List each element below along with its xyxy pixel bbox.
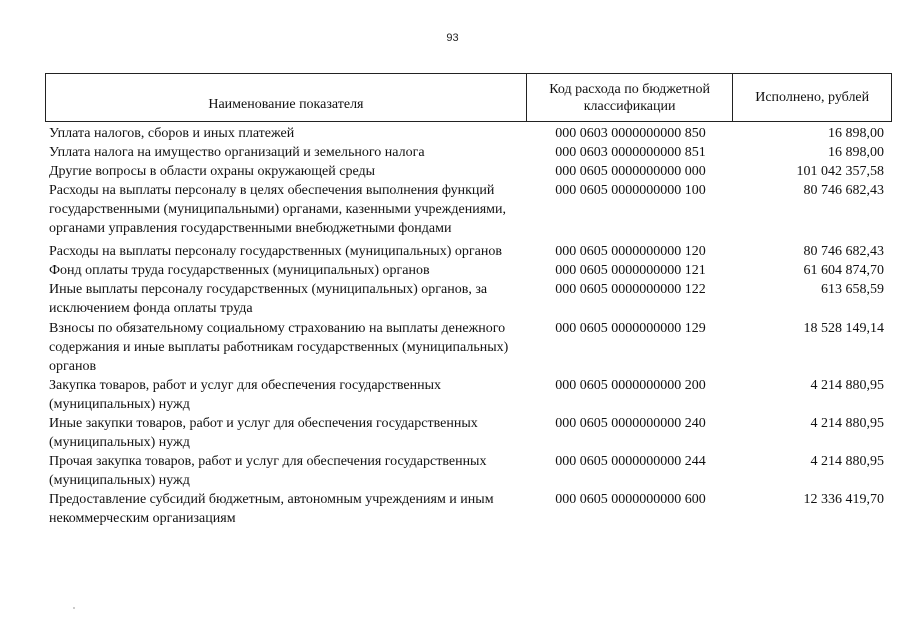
header-name: Наименование показателя xyxy=(46,74,527,121)
header-code: Код расхода по бюджетной классификации xyxy=(527,74,734,121)
row-name: Взносы по обязательному социальному страхованию на выплаты денежного содержания и иные выплаты работникам государственных (муниципальных) органов xyxy=(49,321,509,374)
row-name: Иные закупки товаров, работ и услуг для обеспечения государственных (муниципальных) нужд xyxy=(49,416,478,450)
table-row xyxy=(45,414,892,452)
row-code: 000 0603 0000000000 850 xyxy=(555,126,706,141)
row-code: 000 0605 0000000000 600 xyxy=(555,492,706,507)
row-name: Уплата налога на имущество организаций и земельного налога xyxy=(49,145,425,160)
row-code: 000 0605 0000000000 122 xyxy=(555,282,706,297)
row-code: 000 0603 0000000000 851 xyxy=(555,145,706,160)
table-row xyxy=(45,261,892,280)
table-header xyxy=(45,73,892,122)
scan-speck xyxy=(73,607,75,609)
row-name: Фонд оплаты труда государственных (муниципальных) органов xyxy=(49,263,430,278)
row-amount: 4 214 880,95 xyxy=(810,454,884,469)
row-amount: 16 898,00 xyxy=(828,126,884,141)
row-code: 000 0605 0000000000 121 xyxy=(555,263,706,278)
row-code: 000 0605 0000000000 200 xyxy=(555,378,706,393)
table-row xyxy=(45,124,892,143)
row-amount: 61 604 874,70 xyxy=(803,263,884,278)
table-row xyxy=(45,376,892,414)
table-row xyxy=(45,452,892,490)
row-name: Предоставление субсидий бюджетным, автономным учреждениям и иным некоммерческим организациям xyxy=(49,492,494,526)
row-code: 000 0605 0000000000 244 xyxy=(555,454,706,469)
row-name: Расходы на выплаты персоналу государственных (муниципальных) органов xyxy=(49,244,502,259)
row-amount: 80 746 682,43 xyxy=(803,244,884,259)
row-name: Расходы на выплаты персоналу в целях обеспечения выполнения функций государственными (муниципальными) органами, казенными учреждениями, органами управления государственными внебюджетными фондами xyxy=(49,183,506,236)
row-amount: 613 658,59 xyxy=(821,282,884,297)
row-amount: 18 528 149,14 xyxy=(803,321,884,336)
table-row xyxy=(45,319,892,376)
row-code: 000 0605 0000000000 120 xyxy=(555,244,706,259)
table-row xyxy=(45,181,892,238)
table-body xyxy=(45,122,892,528)
row-code: 000 0605 0000000000 240 xyxy=(555,416,706,431)
row-name: Другие вопросы в области охраны окружающей среды xyxy=(49,164,375,179)
row-amount: 80 746 682,43 xyxy=(803,183,884,198)
row-name: Закупка товаров, работ и услуг для обеспечения государственных (муниципальных) нужд xyxy=(49,378,442,412)
row-name: Уплата налогов, сборов и иных платежей xyxy=(49,126,295,141)
row-amount: 16 898,00 xyxy=(828,145,884,160)
table-row xyxy=(45,280,892,318)
row-amount: 4 214 880,95 xyxy=(810,378,884,393)
row-name: Прочая закупка товаров, работ и услуг для обеспечения государственных (муниципальных) нужд xyxy=(49,454,487,488)
row-code: 000 0605 0000000000 129 xyxy=(555,321,706,336)
row-amount: 12 336 419,70 xyxy=(803,492,884,507)
table-row xyxy=(45,162,892,181)
row-amount: 4 214 880,95 xyxy=(810,416,884,431)
table-row xyxy=(45,242,892,261)
table-row xyxy=(45,143,892,162)
row-name: Иные выплаты персоналу государственных (муниципальных) органов, за исключением фонда оплаты труда xyxy=(49,282,488,316)
row-code: 000 0605 0000000000 000 xyxy=(555,164,706,179)
table-row xyxy=(45,490,892,528)
header-amount: Исполнено, рублей xyxy=(755,90,870,105)
page-number: 93 xyxy=(446,32,459,44)
expense-table xyxy=(45,73,892,528)
row-code: 000 0605 0000000000 100 xyxy=(555,183,706,198)
row-amount: 101 042 357,58 xyxy=(796,164,884,179)
